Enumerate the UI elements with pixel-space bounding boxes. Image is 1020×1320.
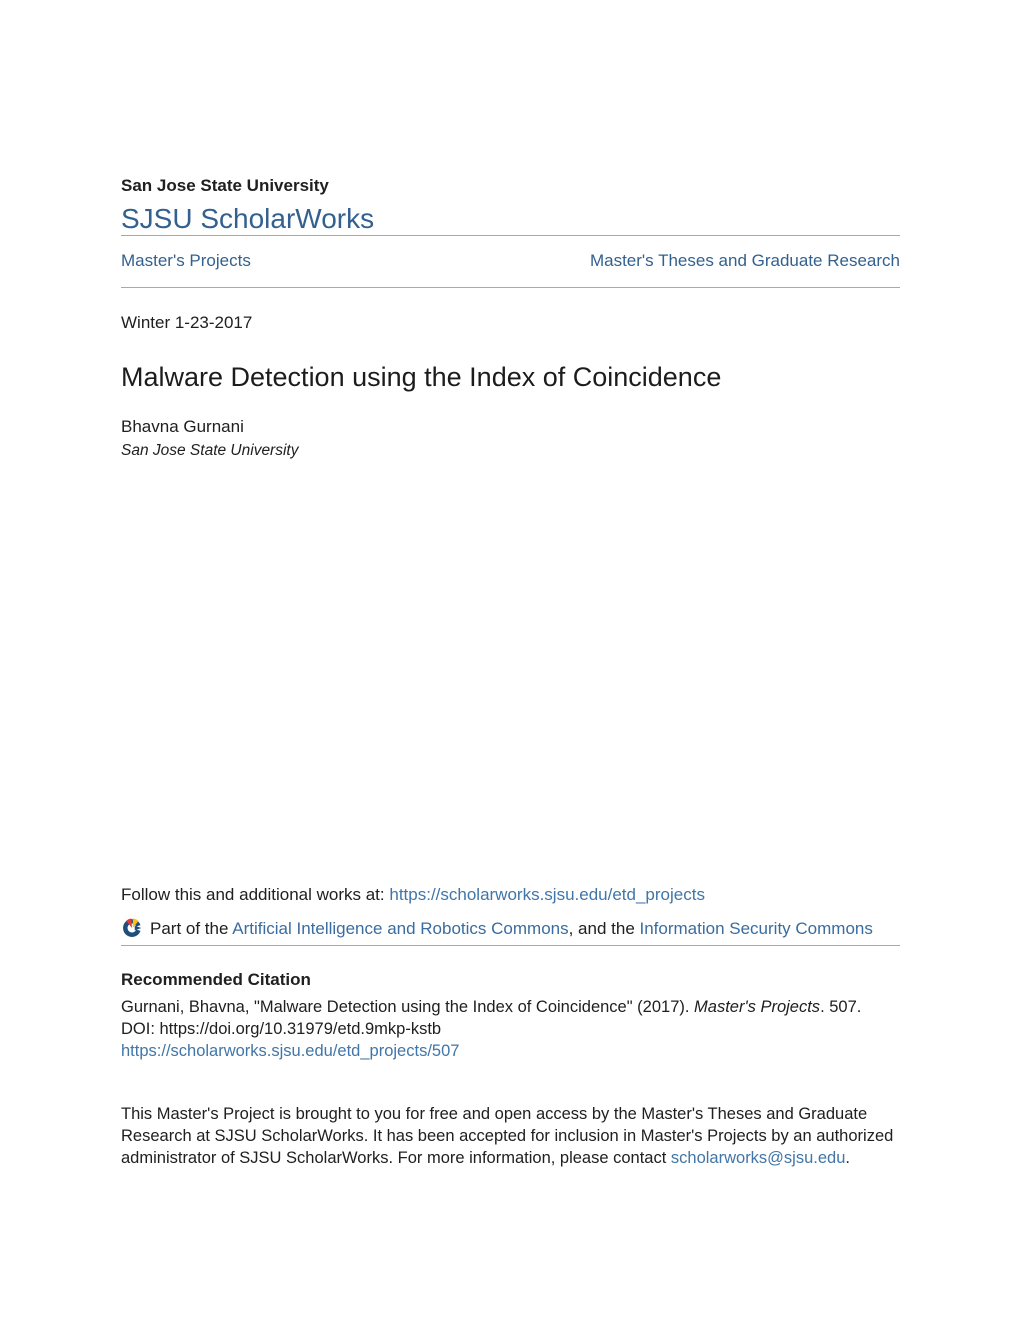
digital-commons-network-icon [121, 917, 143, 945]
contact-email-link[interactable]: scholarworks@sjsu.edu [670, 1149, 846, 1167]
citation-permalink[interactable]: https://scholarworks.sjsu.edu/etd_projects/507 [121, 1042, 460, 1060]
part-of-text: Part of the [150, 919, 233, 938]
info-security-commons-link[interactable]: Information Security Commons [639, 919, 873, 938]
site-title-link[interactable]: SJSU ScholarWorks [121, 203, 375, 234]
masthead [121, 176, 900, 235]
follow-works-text: Follow this and additional works at: [121, 885, 390, 904]
university-name: San Jose State University [121, 176, 329, 195]
etd-projects-link[interactable]: https://scholarworks.sjsu.edu/etd_projects [389, 885, 705, 904]
recommended-citation-heading: Recommended Citation [121, 970, 311, 989]
citation-series-italic: Master's Projects [694, 998, 821, 1016]
follow-works-line [121, 884, 900, 905]
part-of-text-middle: , and the [568, 919, 640, 938]
access-statement-period: . [845, 1149, 850, 1167]
access-statement-text: This Master's Project is brought to you for free and open access by the Master's Theses and Graduate Research at SJSU ScholarWorks. It has been accepted for inclusion in Master's Projects by an authorized administrator of SJSU ScholarWorks. For more information, please contact [121, 1105, 894, 1167]
doi-line: DOI: https://doi.org/10.31979/etd.9mkp-kstb [121, 1020, 442, 1038]
access-statement [121, 1103, 900, 1169]
collection-nav [121, 236, 900, 287]
citation-block [121, 996, 900, 1062]
author-name: Bhavna Gurnani [121, 417, 244, 436]
citation-text: Gurnani, Bhavna, "Malware Detection using the Index of Coincidence" (2017). [121, 998, 695, 1016]
divider-citation [121, 945, 900, 946]
nav-theses-research-link[interactable]: Master's Theses and Graduate Research [589, 251, 900, 270]
citation-number: . 507. [820, 998, 862, 1016]
ai-robotics-commons-link[interactable]: Artificial Intelligence and Robotics Commons [232, 919, 569, 938]
part-of-line [121, 917, 900, 945]
publication-date: Winter 1-23-2017 [121, 313, 253, 332]
nav-masters-projects-link[interactable]: Master's Projects [121, 251, 251, 270]
document-title: Malware Detection using the Index of Coincidence [121, 362, 722, 392]
author-affiliation: San Jose State University [121, 442, 299, 459]
divider-nav [121, 287, 900, 288]
